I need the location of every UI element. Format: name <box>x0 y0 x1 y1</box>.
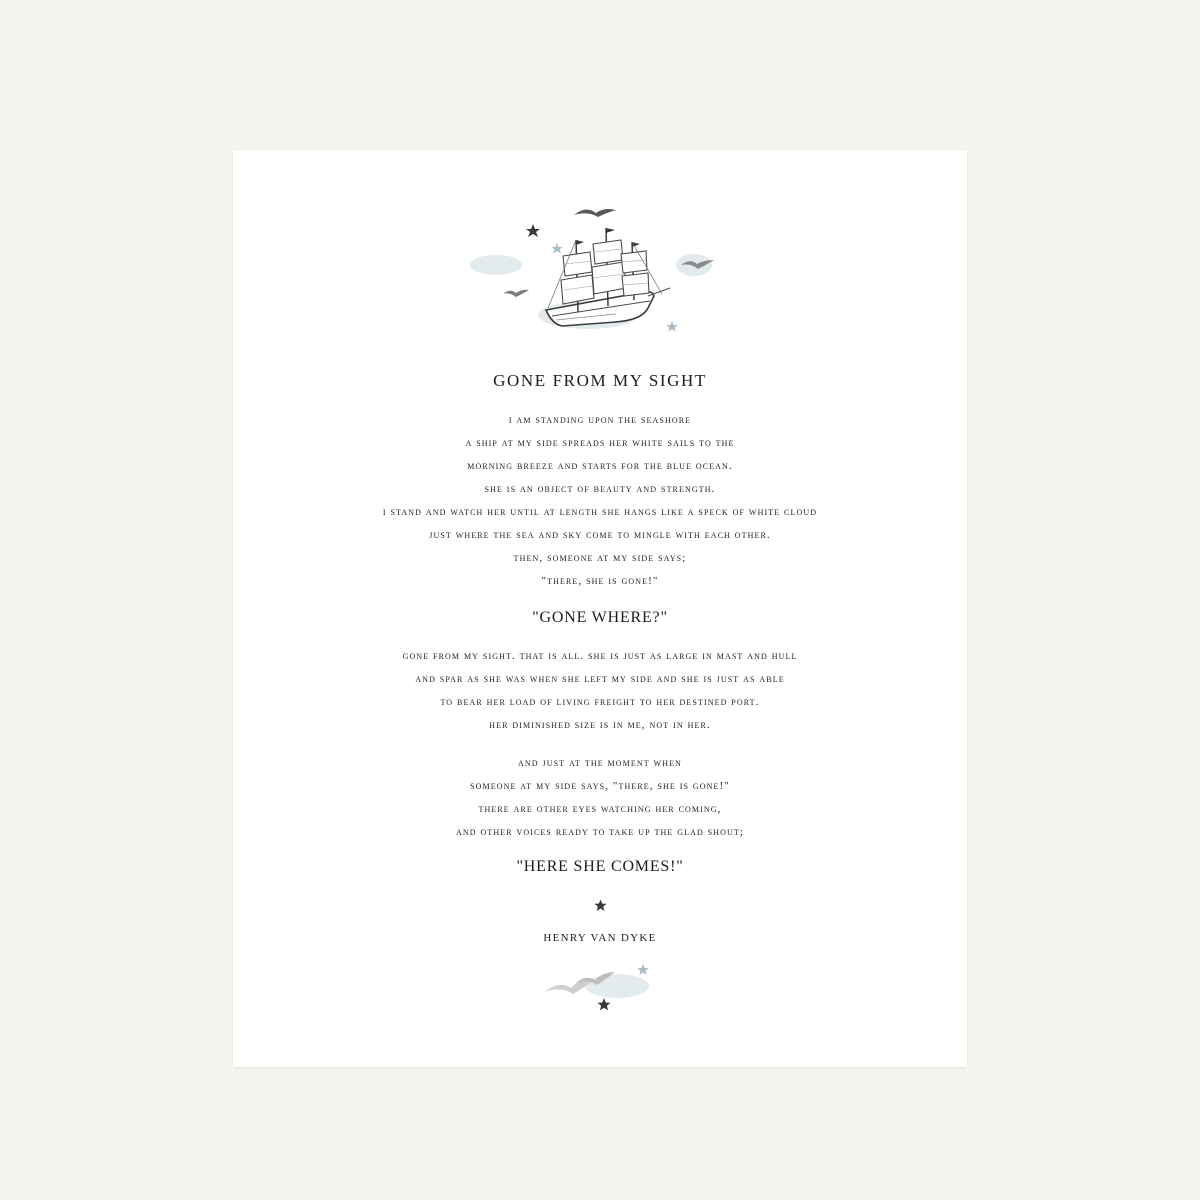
poem-line: morning breeze and starts for the blue ocean. <box>467 460 733 472</box>
poem-line: and other voices ready to take up the glad shout; <box>455 826 745 838</box>
seagulls-icon <box>535 958 665 1020</box>
stanza-three <box>0 752 1200 844</box>
poem-line: i stand and watch her until at length she hangs like a speck of white cloud <box>382 506 818 518</box>
star-icon <box>594 899 607 912</box>
poem-line: she is an object of beauty and strength. <box>484 483 716 495</box>
stanza-two <box>0 645 1200 737</box>
stanza-one <box>0 409 1200 593</box>
exclamation-gone-where: "GONE WHERE?" <box>532 609 668 626</box>
poem-line: her diminished size is in me, not in her. <box>489 719 711 731</box>
sailing-ship-icon <box>466 200 734 350</box>
author-name: HENRY VAN DYKE <box>543 932 657 944</box>
exclamation-here-she-comes: "HERE SHE COMES!" <box>516 858 684 875</box>
poem-title: GONE FROM MY SIGHT <box>493 371 707 390</box>
poem-line: "there, she is gone!" <box>541 575 659 587</box>
poem-line: then, someone at my side says; <box>513 552 687 564</box>
poem-line: just where the sea and sky come to mingle with each other. <box>429 529 771 541</box>
poem-line: i am standing upon the seashore <box>508 414 692 426</box>
poem-line: and just at the moment when <box>518 757 682 769</box>
poem-line: and spar as she was when she left my side and she is just as able <box>415 673 785 685</box>
poem-line: to bear her load of living freight to her destined port. <box>440 696 760 708</box>
poem-line: there are other eyes watching her coming, <box>478 803 722 815</box>
poem-line: a ship at my side spreads her white sails to the <box>465 437 735 449</box>
poem-line: gone from my sight. that is all. she is just as large in mast and hull <box>402 650 798 662</box>
poem-line: someone at my side says, "there, she is gone!" <box>470 780 730 792</box>
